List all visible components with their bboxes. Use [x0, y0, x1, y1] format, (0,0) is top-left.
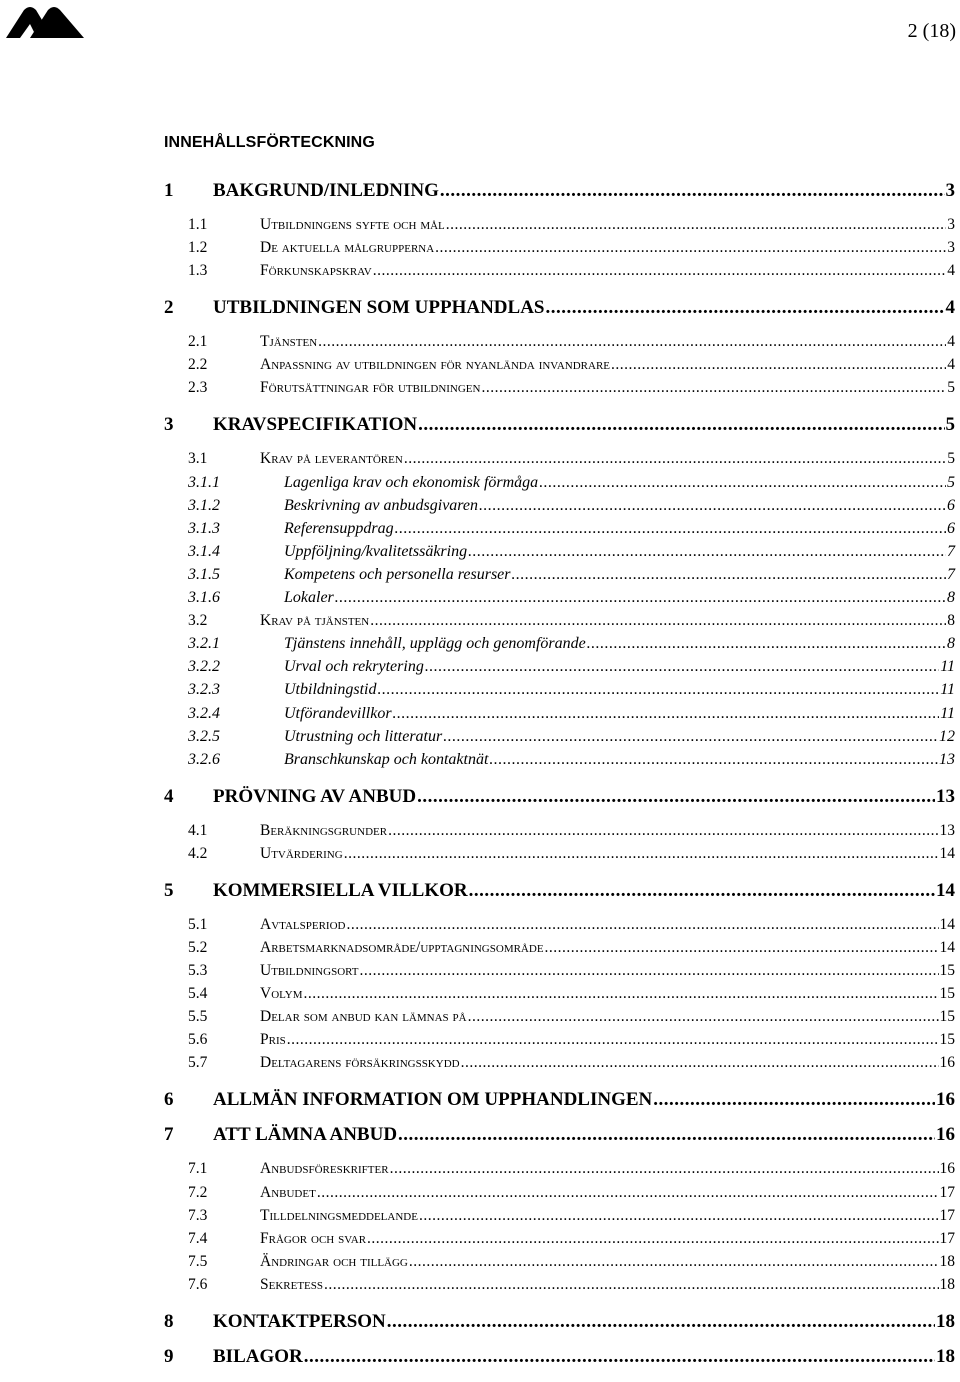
toc-dot-leader [377, 681, 939, 699]
toc-entry-page: 7 [947, 542, 955, 560]
toc-entry[interactable] [164, 1346, 955, 1368]
toc-entry[interactable] [188, 520, 955, 538]
toc-entry-page: 8 [947, 612, 955, 630]
toc-entry[interactable] [188, 216, 955, 234]
toc-entry-number: 6 [164, 1089, 174, 1111]
toc-entry-title: Pris [260, 1031, 286, 1049]
toc-dot-leader [324, 1276, 938, 1294]
toc-entry-page: 13 [936, 785, 955, 807]
toc-entry-title: BAKGRUND/INLEDNING [213, 180, 439, 201]
toc-entry[interactable] [188, 1230, 955, 1248]
toc-dot-leader [653, 1089, 935, 1111]
toc-entry-title: Kompetens och personella resurser [284, 565, 511, 583]
toc-entry-title: Arbetsmarknadsområde/upptagningsområde [260, 938, 544, 956]
toc-entry-number: 9 [164, 1345, 174, 1367]
toc-dot-leader [469, 880, 935, 902]
toc-entry-page: 15 [939, 1008, 955, 1026]
toc-entry-number: 5.4 [188, 985, 208, 1003]
toc-dot-leader [468, 543, 946, 561]
toc-entry-page: 7 [947, 565, 955, 583]
toc-dot-leader [417, 786, 935, 808]
toc-entry[interactable] [188, 239, 955, 257]
toc-dot-leader [409, 1253, 939, 1271]
toc-dot-leader [611, 356, 946, 374]
toc-dot-leader [393, 705, 940, 723]
toc-dot-leader [443, 728, 938, 746]
toc-entry-title: BILAGOR [213, 1345, 303, 1367]
toc-entry-number: 2.3 [188, 379, 208, 397]
toc-entry-number: 3.2.3 [188, 681, 220, 699]
toc-dot-leader [387, 1311, 935, 1333]
toc-entry-page: 3 [947, 216, 955, 233]
toc-entry-page: 11 [940, 681, 955, 699]
toc-entry-title: KOMMERSIELLA VILLKOR [213, 879, 468, 901]
toc-entry-number: 7.3 [188, 1206, 208, 1224]
toc-entry-page: 5 [947, 379, 955, 397]
toc-entry-title: KRAVSPECIFIKATION [213, 414, 418, 436]
toc-entry-number: 3.1.2 [188, 496, 220, 514]
toc-entry-number: 7.4 [188, 1229, 208, 1247]
toc-entry-number: 5.3 [188, 962, 208, 979]
toc-dot-leader [360, 962, 939, 980]
toc-entry-page: 4 [947, 262, 955, 280]
toc-entry[interactable] [188, 728, 955, 746]
toc-entry-number: 3.2 [188, 612, 208, 630]
toc-entry-number: 1.3 [188, 262, 208, 280]
toc-entry-page: 13 [939, 821, 955, 839]
toc-entry[interactable] [188, 497, 955, 515]
toc-dot-leader [287, 1031, 939, 1049]
toc-entry[interactable] [188, 985, 955, 1003]
toc-entry-page: 4 [947, 333, 955, 351]
toc-entry[interactable] [188, 474, 955, 492]
toc-entry[interactable] [164, 414, 955, 436]
toc-entry-number: 5.5 [188, 1008, 208, 1026]
toc-entry-number: 3.2.2 [188, 658, 220, 676]
toc-entry-page: 11 [940, 704, 955, 722]
toc-entry[interactable] [188, 1031, 955, 1049]
toc-entry-title: Avtalsperiod [260, 915, 346, 933]
toc-entry-page: 14 [939, 915, 955, 933]
toc-entry-page: 5 [947, 450, 955, 468]
toc-dot-leader [367, 1230, 938, 1248]
toc-entry-page: 14 [939, 844, 955, 862]
toc-entry-number: 4.1 [188, 821, 208, 839]
toc-entry[interactable] [188, 1054, 955, 1072]
toc-entry-title: Utbildningens syfte och mål [260, 216, 445, 233]
toc-entry-number: 3.2.6 [188, 750, 220, 768]
toc-entry[interactable] [164, 180, 955, 202]
toc-entry-title: Anpassning av utbildningen för nyanlända invandrare [260, 356, 610, 374]
toc-heading: INNEHÅLLSFÖRTECKNING [164, 134, 375, 151]
toc-entry[interactable] [164, 297, 955, 319]
toc-dot-leader [398, 1124, 935, 1146]
toc-entry-title: Tilldelningsmeddelande [260, 1206, 418, 1224]
toc-entry-title: Urval och rekrytering [284, 658, 424, 676]
toc-entry-number: 2.1 [188, 333, 208, 351]
toc-entry[interactable] [188, 705, 955, 723]
toc-entry-number: 7 [164, 1124, 174, 1146]
toc-dot-leader [468, 1008, 939, 1026]
toc-dot-leader [370, 612, 946, 630]
toc-entry-page: 15 [939, 1031, 955, 1049]
toc-entry-title: KONTAKTPERSON [213, 1310, 386, 1332]
toc-entry-title: ALLMÄN INFORMATION OM UPPHANDLINGEN [213, 1089, 653, 1111]
toc-entry[interactable] [188, 450, 955, 468]
toc-entry-title: ATT LÄMNA ANBUD [213, 1124, 398, 1146]
toc-dot-leader [481, 379, 946, 397]
toc-entry-page: 8 [947, 635, 955, 653]
toc-entry-page: 4 [947, 356, 955, 374]
toc-entry-number: 2.2 [188, 356, 208, 374]
toc-dot-leader [446, 216, 946, 234]
toc-entry-page: 17 [939, 1183, 955, 1201]
toc-dot-leader [390, 1160, 939, 1178]
toc-entry[interactable] [188, 566, 955, 584]
toc-entry-page: 16 [936, 1124, 955, 1146]
toc-entry-title: Krav på leverantören [260, 450, 403, 468]
toc-entry-page: 16 [936, 1089, 955, 1111]
toc-entry-page: 17 [939, 1206, 955, 1224]
toc-entry[interactable] [188, 658, 955, 676]
toc-entry-title: Krav på tjänsten [260, 612, 370, 630]
toc-dot-leader [539, 474, 946, 492]
toc-entry[interactable] [188, 379, 955, 397]
toc-entry-number: 5 [164, 879, 174, 901]
toc-entry-title: Tjänsten [260, 333, 318, 351]
toc-entry-page: 12 [939, 727, 955, 745]
toc-dot-leader [388, 822, 938, 840]
toc-entry-page: 17 [939, 1229, 955, 1247]
toc-entry-number: 5.7 [188, 1054, 208, 1072]
toc-entry-number: 1 [164, 180, 174, 201]
toc-entry-number: 1.1 [188, 216, 208, 233]
toc-entry-number: 5.6 [188, 1031, 208, 1049]
toc-dot-leader [419, 1207, 939, 1225]
toc-entry-number: 8 [164, 1310, 174, 1332]
toc-entry-title: UTBILDNINGEN SOM UPPHANDLAS [213, 297, 545, 319]
toc-entry-title: Förutsättningar för utbildningen [260, 379, 481, 397]
toc-entry-number: 5.2 [188, 938, 208, 956]
toc-entry-title: Anbudsföreskrifter [260, 1160, 389, 1178]
toc-dot-leader [304, 1346, 935, 1368]
toc-entry-page: 6 [947, 496, 955, 514]
toc-entry-title: Delar som anbud kan lämnas på [260, 1008, 467, 1026]
toc-entry-title: Uppföljning/kvalitetssäkring [284, 542, 468, 560]
toc-entry[interactable] [188, 681, 955, 699]
toc-dot-leader [461, 1054, 939, 1072]
toc-dot-leader [435, 239, 946, 257]
toc-entry-title: PRÖVNING AV ANBUD [213, 785, 417, 807]
toc-entry-page: 3 [945, 180, 955, 201]
toc-entry-title: Förkunskapskrav [260, 262, 372, 280]
toc-dot-leader [425, 658, 939, 676]
toc-entry[interactable] [164, 1124, 955, 1146]
toc-entry-page: 5 [945, 414, 955, 436]
toc-entry-page: 15 [939, 985, 955, 1003]
toc-entry-number: 3.1.6 [188, 589, 220, 606]
toc-entry-title: Tjänstens innehåll, upplägg och genomförande [284, 635, 586, 653]
toc-entry-number: 3.1.3 [188, 519, 220, 537]
toc-dot-leader [346, 916, 938, 934]
toc-entry-number: 5.1 [188, 915, 208, 933]
toc-dot-leader [489, 751, 938, 769]
toc-entry-page: 15 [939, 962, 955, 979]
toc-entry-title: Beskrivning av anbudsgivaren [284, 496, 479, 514]
toc-entry-number: 3.1.4 [188, 542, 220, 560]
toc-entry-number: 7.6 [188, 1275, 208, 1293]
toc-entry[interactable] [188, 333, 955, 351]
toc-entry-number: 4 [164, 785, 174, 807]
toc-entry-title: Beräkningsgrunder [260, 821, 388, 839]
toc-entry-title: Utvärdering [260, 844, 343, 862]
toc-entry[interactable] [188, 939, 955, 957]
toc-entry-number: 3.2.5 [188, 727, 220, 745]
toc-entry-title: Referensuppdrag [284, 519, 394, 537]
toc-entry-page: 5 [947, 473, 955, 491]
toc-entry-number: 7.2 [188, 1183, 208, 1201]
toc-entry-number: 7.1 [188, 1160, 208, 1178]
toc-entry-title: Branschkunskap och kontaktnät [284, 750, 489, 768]
toc-entry-title: Frågor och svar [260, 1229, 367, 1247]
toc-entry-number: 1.2 [188, 239, 208, 257]
toc-entry[interactable] [164, 786, 955, 808]
toc-entry-page: 18 [936, 1310, 955, 1332]
toc-entry-page: 3 [947, 239, 955, 257]
toc-entry[interactable] [188, 262, 955, 280]
toc-dot-leader [395, 520, 946, 538]
toc-entry-number: 3 [164, 414, 174, 436]
toc-entry-title: Utbildningsort [260, 962, 359, 979]
toc-entry[interactable] [188, 751, 955, 769]
toc-entry-number: 3.1 [188, 450, 208, 468]
toc-entry-page: 4 [945, 297, 955, 319]
toc-dot-leader [545, 297, 944, 319]
toc-entry-title: Lokaler [284, 589, 334, 606]
toc-entry-page: 8 [947, 589, 955, 606]
toc-entry-page: 16 [939, 1054, 955, 1072]
toc-entry-title: Anbudet [260, 1183, 316, 1201]
toc-dot-leader [303, 985, 938, 1003]
toc-dot-leader [373, 262, 947, 280]
toc-dot-leader [587, 635, 946, 653]
toc-entry-title: Volym [260, 985, 303, 1003]
toc-entry[interactable] [164, 1089, 955, 1111]
toc-entry-page: 14 [939, 938, 955, 956]
toc-entry-page: 11 [940, 658, 955, 676]
toc-dot-leader [317, 1184, 939, 1202]
toc-entry-title: Sekretess [260, 1275, 324, 1293]
toc-entry[interactable] [188, 589, 955, 607]
toc-dot-leader [404, 450, 946, 468]
toc-dot-leader [479, 497, 946, 515]
toc-entry-title: Utbildningstid [284, 681, 377, 699]
toc-entry[interactable] [188, 1160, 955, 1178]
toc-entry-page: 18 [939, 1275, 955, 1293]
toc-dot-leader [440, 180, 945, 202]
toc-entry-title: Deltagarens försäkringsskydd [260, 1054, 460, 1072]
toc-entry-title: Utförandevillkor [284, 704, 392, 722]
toc-entry[interactable] [164, 880, 955, 902]
toc-entry[interactable] [188, 1008, 955, 1026]
toc-entry-title: De aktuella målgrupperna [260, 239, 435, 257]
toc-entry-page: 14 [936, 879, 955, 901]
toc-entry[interactable] [188, 635, 955, 653]
toc-entry[interactable] [188, 1184, 955, 1202]
toc-entry-page: 16 [939, 1160, 955, 1178]
toc-entry-number: 3.1.1 [188, 473, 220, 491]
toc-dot-leader [335, 589, 946, 607]
toc-entry-page: 6 [947, 519, 955, 537]
toc-entry-number: 7.5 [188, 1252, 208, 1270]
toc-entry[interactable] [188, 356, 955, 374]
toc-entry[interactable] [188, 916, 955, 934]
toc-entry[interactable] [188, 962, 955, 980]
toc-dot-leader [512, 566, 947, 584]
toc-entry[interactable] [188, 1276, 955, 1294]
toc-entry-page: 18 [939, 1252, 955, 1270]
toc-entry-number: 3.2.1 [188, 635, 220, 653]
toc-entry[interactable] [188, 612, 955, 630]
toc-entry[interactable] [188, 1207, 955, 1225]
toc-dot-leader [545, 939, 939, 957]
toc-dot-leader [344, 845, 939, 863]
toc-entry-page: 18 [936, 1345, 955, 1367]
toc-entry-number: 2 [164, 297, 174, 319]
toc-entry-number: 4.2 [188, 844, 208, 862]
toc-entry[interactable] [188, 543, 955, 561]
toc-entry-title: Ändringar och tillägg [260, 1252, 408, 1270]
toc-dot-leader [318, 333, 946, 351]
toc-entry-page: 13 [939, 750, 955, 768]
toc-entry[interactable] [188, 1253, 955, 1271]
toc-dot-leader [418, 414, 944, 436]
toc-entry[interactable] [188, 845, 955, 863]
toc-entry-title: Utrustning och litteratur [284, 727, 443, 745]
toc-entry-number: 3.1.5 [188, 565, 220, 583]
toc-entry[interactable] [164, 1311, 955, 1333]
page-number: 2 (18) [907, 20, 956, 42]
toc-entry-number: 3.2.4 [188, 704, 220, 722]
toc-entry-title: Lagenliga krav och ekonomisk förmåga [284, 473, 539, 491]
toc-entry[interactable] [188, 822, 955, 840]
